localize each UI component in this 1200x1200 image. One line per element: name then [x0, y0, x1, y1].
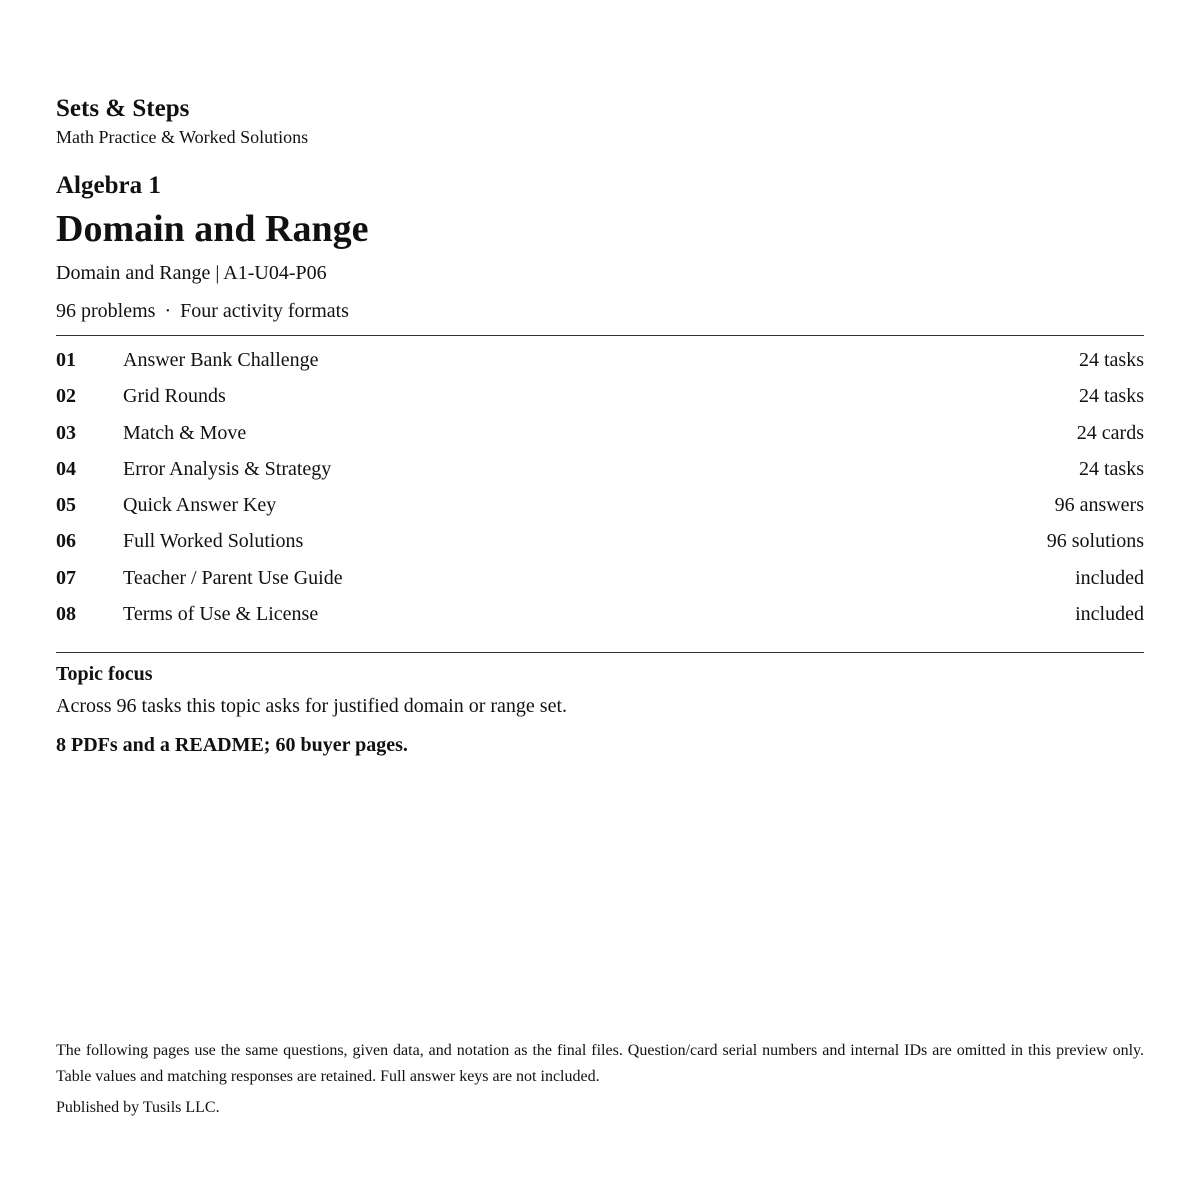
- row-title: Match & Move: [123, 421, 247, 444]
- page-title: Domain and Range: [56, 208, 369, 250]
- product-code: Domain and Range | A1-U04-P06: [56, 262, 327, 284]
- row-count: 96 answers: [1054, 494, 1144, 517]
- row-title: Full Worked Solutions: [123, 530, 304, 553]
- publisher-line: Published by Tusils LLC.: [56, 1099, 220, 1116]
- row-title: Terms of Use & License: [123, 603, 319, 626]
- brand-tagline: Math Practice & Worked Solutions: [56, 127, 309, 147]
- problem-count: 96 problems: [56, 300, 156, 322]
- topic-description: Across 96 tasks this topic asks for justified domain or range set.: [56, 695, 568, 717]
- product-cover-page: [56, 0, 1144, 1200]
- activity-formats: Four activity formats: [180, 300, 349, 322]
- row-count: 96 solutions: [1046, 530, 1144, 553]
- contents-row: [56, 451, 1144, 487]
- row-number: 03: [56, 421, 76, 444]
- row-number: 06: [56, 530, 76, 553]
- contents-bottom-divider: [56, 652, 1144, 653]
- row-number: 04: [56, 457, 76, 480]
- row-number: 01: [56, 349, 76, 371]
- contents-row: [56, 378, 1144, 414]
- row-title: Error Analysis & Strategy: [123, 457, 332, 480]
- row-title: Answer Bank Challenge: [123, 349, 319, 371]
- summary-separator: ·: [164, 300, 172, 322]
- brand-name: Sets & Steps: [56, 95, 190, 122]
- contents-row: [56, 523, 1144, 559]
- contents-list: [56, 342, 1144, 632]
- contents-row: [56, 596, 1144, 632]
- row-number: 07: [56, 566, 76, 589]
- row-count: 24 tasks: [1079, 349, 1144, 371]
- row-count: included: [1075, 566, 1144, 589]
- row-count: 24 tasks: [1079, 385, 1144, 408]
- row-count: included: [1075, 603, 1144, 626]
- contents-top-divider: [56, 335, 1144, 336]
- summary-line: [56, 299, 349, 323]
- row-title: Teacher / Parent Use Guide: [123, 566, 343, 589]
- contents-row: [56, 342, 1144, 378]
- row-count: 24 tasks: [1079, 457, 1144, 480]
- row-title: Grid Rounds: [123, 385, 226, 408]
- row-title: Quick Answer Key: [123, 494, 277, 517]
- row-number: 05: [56, 494, 76, 517]
- contents-row: [56, 560, 1144, 596]
- contents-row: [56, 415, 1144, 451]
- row-number: 02: [56, 385, 76, 408]
- row-count: 24 cards: [1076, 421, 1144, 444]
- preview-disclaimer: The following pages use the same questions, given data, and notation as the final files. Question/card serial numbers and internal IDs are omitted in this preview only. Table values and matching responses are retained. Full answer keys are not included.: [56, 1042, 1144, 1085]
- contents-row: [56, 487, 1144, 523]
- course-label: Algebra 1: [56, 172, 161, 199]
- row-number: 08: [56, 603, 76, 626]
- bundle-note: 8 PDFs and a README; 60 buyer pages.: [56, 734, 408, 756]
- topic-heading: Topic focus: [56, 663, 153, 685]
